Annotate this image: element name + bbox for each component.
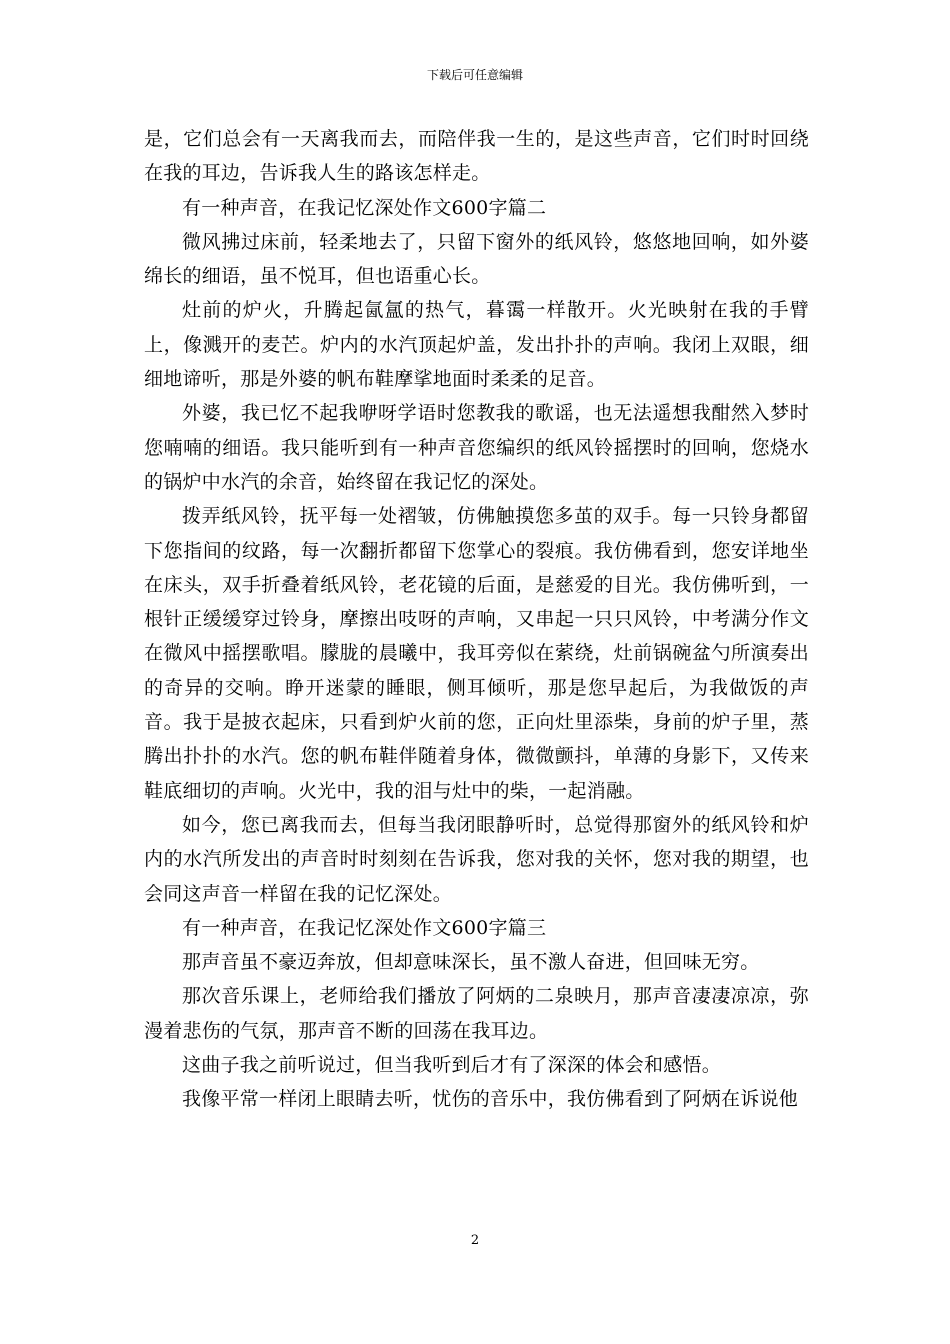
section-heading-3: 有一种声音，在我记忆深处作文600字篇三 <box>182 916 547 939</box>
page-header: 下载后可任意编辑 <box>426 68 523 82</box>
paragraph-continuation: 是，它们总会有一天离我而去，而陪伴我一生的，是这些声音，它们时时回绕在我的耳边，告诉我人生的路该怎样走。 <box>144 128 809 185</box>
paragraph: 那次音乐课上，老师给我们播放了阿炳的二泉映月，那声音凄凄凉凉，弥漫着悲伤的气氛，那声音不断的回荡在我耳边。 <box>144 985 809 1042</box>
paragraph: 微风拂过床前，轻柔地去了，只留下窗外的纸风铃，悠悠地回响，如外婆绵长的细语，虽不悦耳，但也语重心长。 <box>144 230 809 288</box>
paragraph: 拨弄纸风铃，抚平每一处褶皱，仿佛触摸您多茧的双手。每一只铃身都留下您指间的纹路，每一次翻折都留下您掌心的裂痕。我仿佛看到，您安详地坐在床头，双手折叠着纸风铃，老花镜的后面，是慈爱的目光。我仿佛听到，一根针正缓缓穿过铃身，摩擦出吱呀的声响，又串起一只只风铃，中考满分作文在微风中摇摆歌唱。朦胧的晨曦中，我耳旁似在萦绕，灶前锅碗盆勺所演奏出的奇异的交响。睁开迷蒙的睡眼，侧耳倾听，那是您早起后，为我做饭的声音。我于是披衣起床，只看到炉火前的您，正向灶里添柴，身前的炉子里，蒸腾出扑扑的水汽。您的帆布鞋伴随着身体，微微颤抖，单薄的身影下，又传来鞋底细切的声响。火光中，我的泪与灶中的柴，一起消融。 <box>144 505 809 802</box>
paragraph: 如今，您已离我而去，但每当我闭眼静听时，总觉得那窗外的纸风铃和炉内的水汽所发出的声音时时刻刻在告诉我，您对我的关怀，您对我的期望，也会同这声音一样留在我的记忆深处。 <box>144 813 809 905</box>
section-heading-2: 有一种声音，在我记忆深处作文600字篇二 <box>182 196 547 219</box>
paragraph: 那声音虽不豪迈奔放，但却意味深长，虽不激人奋进，但回味无穷。 <box>182 951 760 974</box>
paragraph: 这曲子我之前听说过，但当我听到后才有了深深的体会和感悟。 <box>182 1054 722 1077</box>
paragraph: 我像平常一样闭上眼睛去听，忧伤的音乐中，我仿佛看到了阿炳在诉说他 <box>182 1088 799 1111</box>
paragraph: 外婆，我已忆不起我咿呀学语时您教我的歌谣，也无法遥想我酣然入梦时您喃喃的细语。我只能听到有一种声音您编织的纸风铃摇摆时的回响，您烧水的锅炉中水汽的余音，始终留在我记忆的深处。 <box>144 402 809 493</box>
paragraph: 灶前的炉火，升腾起氤氲的热气，暮霭一样散开。火光映射在我的手臂上，像溅开的麦芒。炉内的水汽顶起炉盖，发出扑扑的声响。我闭上双眼，细细地谛听，那是外婆的帆布鞋摩挲地面时柔柔的足音。 <box>144 299 809 391</box>
page-number: 2 <box>470 1233 480 1248</box>
document-body <box>144 122 809 1117</box>
